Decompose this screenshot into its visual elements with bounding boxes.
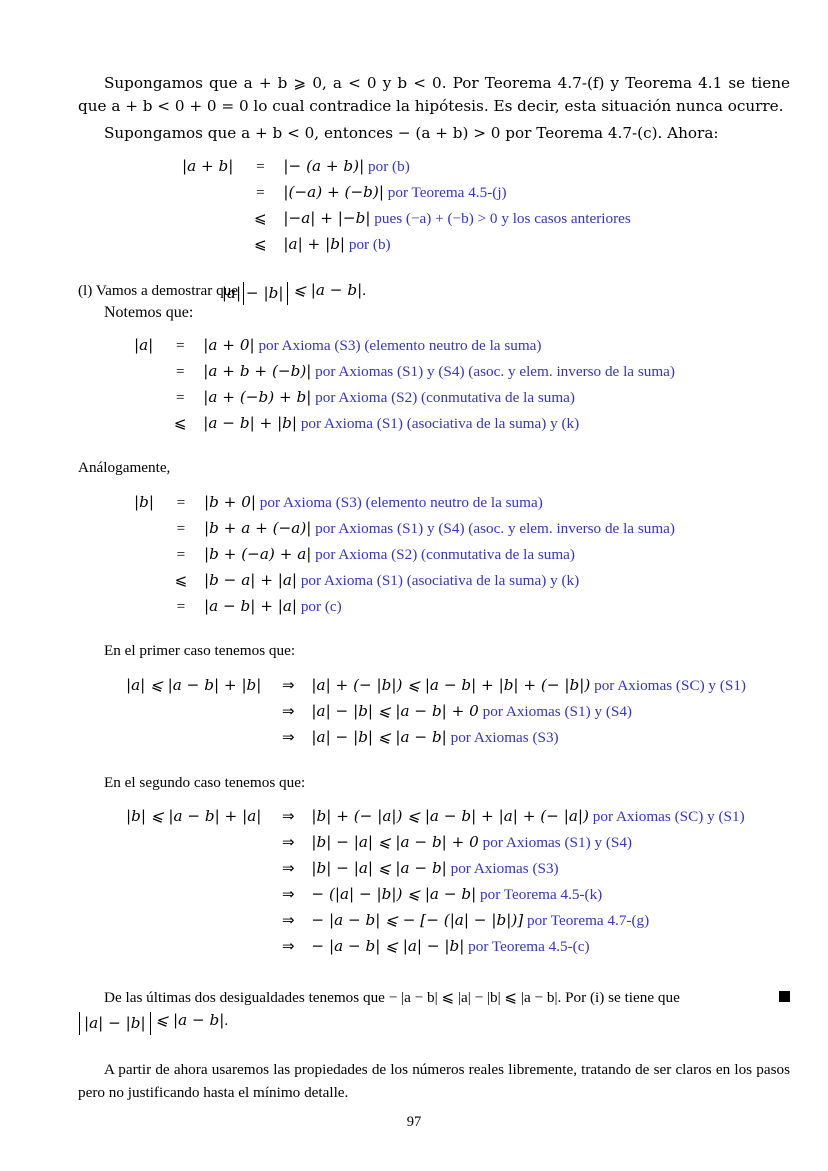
equation-row <box>126 908 745 934</box>
equation-relation: ⩽ <box>173 414 187 432</box>
equation-lhs-empty <box>126 725 271 751</box>
equation-expression: |a| − |b| ⩽ |a − b| <box>311 728 447 747</box>
equation-row <box>134 410 675 436</box>
equation-expression: |a| + (− |b|) ⩽ |a − b| + |b| + (− |b|) <box>311 676 591 695</box>
equation-relation: = <box>176 545 186 563</box>
equation-relation: = <box>256 157 265 175</box>
equation-lhs: |a + b| <box>182 156 234 175</box>
final-paragraph-text: De las últimas dos desigualdades tenemos que − |a − b| ⩽ |a| − |b| ⩽ |a − b|. Por (i) se tiene que <box>104 988 680 1006</box>
closing-paragraph-text: A partir de ahora usaremos las propiedades de los números reales libremente, tratando de ser claros en los pasos pero no justificando hasta el mínimo detalle. <box>78 1060 790 1101</box>
equation-lhs: |b| ⩽ |a − b| + |a| <box>126 807 262 826</box>
list-item-label: (l) <box>78 282 93 300</box>
equation-reason: por Axioma (S3) (elemento neutro de la suma) <box>258 336 542 354</box>
equation-relation: ⇒ <box>282 912 295 930</box>
paragraph-2 <box>78 122 790 145</box>
qed-square <box>779 991 790 1002</box>
equation-reason: por (b) <box>348 235 391 253</box>
equation-expression: |a + 0| <box>203 335 255 354</box>
equation-expression: |b| − |a| ⩽ |a − b| <box>311 859 447 878</box>
equation-reason: por Teorema 4.5-(j) <box>387 183 507 201</box>
abs-outer: |a| − |b| <box>243 282 289 305</box>
equation-rhs <box>305 908 744 934</box>
equation-expression: |a + (−b) + b| <box>203 387 312 406</box>
equation-reason: por Axiomas (S1) y (S4) (asoc. y elem. inverso de la suma) <box>315 519 675 537</box>
equation-lhs-empty <box>126 908 271 934</box>
equation-row <box>126 856 745 882</box>
equation-relation: ⇒ <box>282 808 295 826</box>
equation-row <box>126 699 746 725</box>
equation-expression: |a + b + (−b)| <box>203 361 312 380</box>
equation-expression: |b + 0| <box>203 492 256 511</box>
equation-reason: por Axiomas (S1) y (S4) (asoc. y elem. inverso de la suma) <box>315 362 675 380</box>
equation-row <box>182 205 631 231</box>
equation-relation: ⩽ <box>174 571 188 589</box>
equation-reason: por Axiomas (S1) y (S4) <box>482 703 632 721</box>
equation-reason: por Axiomas (SC) y (S1) <box>594 677 746 695</box>
equation-expression: |b + (−a) + a| <box>203 544 312 563</box>
equation-relation: ⇒ <box>282 860 295 878</box>
list-item-l <box>78 279 790 302</box>
equation-expression: |b| − |a| ⩽ |a − b| + 0 <box>311 833 479 852</box>
equation-rhs <box>277 231 630 257</box>
notemos-text: Notemos que: <box>104 304 194 322</box>
equation-reason: por Axioma (S3) (elemento neutro de la suma) <box>259 493 543 511</box>
equation-relation: ⩽ <box>254 209 267 227</box>
analogamente-text: Análogamente, <box>78 459 171 477</box>
equation-row <box>134 593 675 619</box>
primer-caso-line <box>104 639 790 662</box>
equation-block-1 <box>182 153 631 257</box>
equation-relation: = <box>176 388 185 406</box>
equation-relation: = <box>176 519 186 537</box>
equation-expression: − |a − b| ⩽ − [− (|a| − |b|)] <box>311 911 524 930</box>
equation-rhs <box>305 934 744 960</box>
equation-relation: ⇒ <box>282 938 295 956</box>
equation-relation: = <box>176 362 185 380</box>
abs-outer-final: |a| − |b| <box>79 1012 151 1035</box>
equation-reason: por Axiomas (S3) <box>450 729 559 747</box>
segundo-caso-line <box>104 771 790 794</box>
equation-relation: = <box>176 493 186 511</box>
equation-rhs <box>305 699 746 725</box>
equation-expression: − (|a| − |b|) ⩽ |a − b| <box>311 885 477 904</box>
equation-relation: = <box>256 183 265 201</box>
analogamente-line <box>78 456 790 479</box>
final-paragraph <box>78 986 790 1009</box>
equation-row <box>126 934 745 960</box>
equation-rhs <box>197 358 675 384</box>
equation-lhs-empty <box>126 934 271 960</box>
equation-rhs <box>277 153 630 179</box>
paragraph-1 <box>78 72 790 118</box>
equation-row <box>126 830 745 856</box>
equation-rhs <box>198 489 675 515</box>
equation-row <box>134 332 675 358</box>
equation-reason: por Axioma (S2) (conmutativa de la suma) <box>315 388 575 406</box>
equation-reason: por Axioma (S1) (asociativa de la suma) y (k) <box>300 414 580 432</box>
equation-rhs <box>305 882 744 908</box>
equation-row <box>134 489 675 515</box>
equation-row <box>126 673 746 699</box>
paragraph-1-text: Supongamos que a + b ⩾ 0, a < 0 y b < 0. Por Teorema 4.7-(f) y Teorema 4.1 se tiene que a + b < 0 + 0 = 0 lo cual contradice la hipótesis. Es decir, esta situación nunca ocurre. <box>78 74 790 116</box>
equation-lhs-empty <box>134 593 164 619</box>
equation-rhs <box>198 593 675 619</box>
equation-relation: ⇒ <box>282 703 295 721</box>
primer-caso-text: En el primer caso tenemos que: <box>104 642 296 660</box>
equation-lhs-empty <box>126 830 271 856</box>
equation-expression: |b| + (− |a|) ⩽ |a − b| + |a| + (− |a|) <box>311 807 589 826</box>
equation-lhs-empty <box>134 358 163 384</box>
equation-reason: por Teorema 4.7-(g) <box>526 912 650 930</box>
equation-lhs-empty <box>126 856 271 882</box>
equation-lhs-empty <box>134 541 164 567</box>
equation-row <box>134 515 675 541</box>
list-item-text: Vamos a demostrar que |a| − |b| ⩽ |a − b|. <box>96 282 366 299</box>
equation-lhs: |a| <box>134 335 154 354</box>
equation-lhs-empty <box>134 567 164 593</box>
equation-rhs <box>277 179 630 205</box>
equation-relation: ⩽ <box>254 235 267 253</box>
equation-row <box>134 567 675 593</box>
equation-row <box>126 804 745 830</box>
equation-reason: por Axiomas (S3) <box>450 860 559 878</box>
equation-reason: por Axioma (S1) (asociativa de la suma) y (k) <box>300 571 580 589</box>
notemos-line <box>104 304 790 322</box>
equation-expression: − |a − b| ⩽ |a| − |b| <box>311 937 465 956</box>
equation-reason: por Axiomas (S1) y (S4) <box>482 834 632 852</box>
equation-rhs <box>305 856 744 882</box>
equation-lhs-empty <box>182 231 243 257</box>
equation-lhs-empty <box>134 410 163 436</box>
equation-lhs: |a| ⩽ |a − b| + |b| <box>126 676 262 695</box>
equation-relation: ⇒ <box>282 834 295 852</box>
equation-rhs <box>277 205 630 231</box>
equation-block-3 <box>134 489 675 619</box>
equation-rhs <box>198 541 675 567</box>
equation-row <box>134 358 675 384</box>
equation-relation: ⇒ <box>282 886 295 904</box>
page-content <box>78 72 790 1104</box>
equation-lhs-empty <box>134 384 163 410</box>
equation-row <box>182 179 631 205</box>
equation-rhs <box>197 410 675 436</box>
closing-paragraph <box>78 1058 790 1104</box>
equation-rhs <box>305 673 746 699</box>
equation-expression: |− (a + b)| <box>283 156 365 175</box>
equation-reason: por Teorema 4.5-(k) <box>480 886 603 904</box>
equation-expression: |b − a| + |a| <box>203 570 298 589</box>
equation-block-4 <box>126 673 746 751</box>
equation-row <box>182 231 631 257</box>
equation-expression: |a| − |b| ⩽ |a − b| + 0 <box>311 702 479 721</box>
equation-reason: por Teorema 4.5-(c) <box>468 938 590 956</box>
equation-lhs: |b| <box>134 492 154 511</box>
paragraph-2-text: Supongamos que a + b < 0, entonces − (a + b) > 0 por Teorema 4.7-(c). Ahora: <box>104 124 719 143</box>
equation-expression: |a − b| + |a| <box>203 596 298 615</box>
equation-rhs <box>305 804 744 830</box>
equation-row <box>182 153 631 179</box>
equation-row <box>126 725 746 751</box>
equation-rhs <box>198 567 675 593</box>
equation-expression: |−a| + |−b| <box>283 208 371 227</box>
equation-lhs-empty <box>126 882 271 908</box>
equation-relation: = <box>176 597 186 615</box>
equation-lhs-empty <box>182 179 243 205</box>
equation-rhs <box>197 332 675 358</box>
equation-row <box>134 541 675 567</box>
equation-lhs-empty <box>182 205 243 231</box>
equation-reason: por Axiomas (SC) y (S1) <box>592 808 745 826</box>
equation-row <box>126 882 745 908</box>
equation-expression: |(−a) + (−b)| <box>283 182 384 201</box>
equation-rhs <box>197 384 675 410</box>
equation-reason: pues (−a) + (−b) > 0 y los casos anteriores <box>374 209 631 227</box>
equation-expression: |a| + |b| <box>283 234 346 253</box>
equation-relation: = <box>176 336 185 354</box>
equation-row <box>134 384 675 410</box>
final-paragraph-line2: |a| − |b| ⩽ |a − b|. <box>78 1009 790 1032</box>
equation-reason: por (b) <box>368 157 410 175</box>
equation-rhs <box>305 830 744 856</box>
equation-expression: |a − b| + |b| <box>203 413 298 432</box>
equation-reason: por Axioma (S2) (conmutativa de la suma) <box>315 545 575 563</box>
equation-expression: |b + a + (−a)| <box>203 518 312 537</box>
segundo-caso-text: En el segundo caso tenemos que: <box>104 773 306 791</box>
equation-reason: por (c) <box>300 597 342 615</box>
equation-lhs-empty <box>126 699 271 725</box>
equation-relation: ⇒ <box>282 677 295 695</box>
page-number: 97 <box>406 1114 422 1130</box>
equation-block-2 <box>134 332 675 436</box>
equation-rhs <box>305 725 746 751</box>
equation-rhs <box>198 515 675 541</box>
equation-block-5 <box>126 804 745 960</box>
equation-relation: ⇒ <box>282 729 295 747</box>
equation-lhs-empty <box>134 515 164 541</box>
